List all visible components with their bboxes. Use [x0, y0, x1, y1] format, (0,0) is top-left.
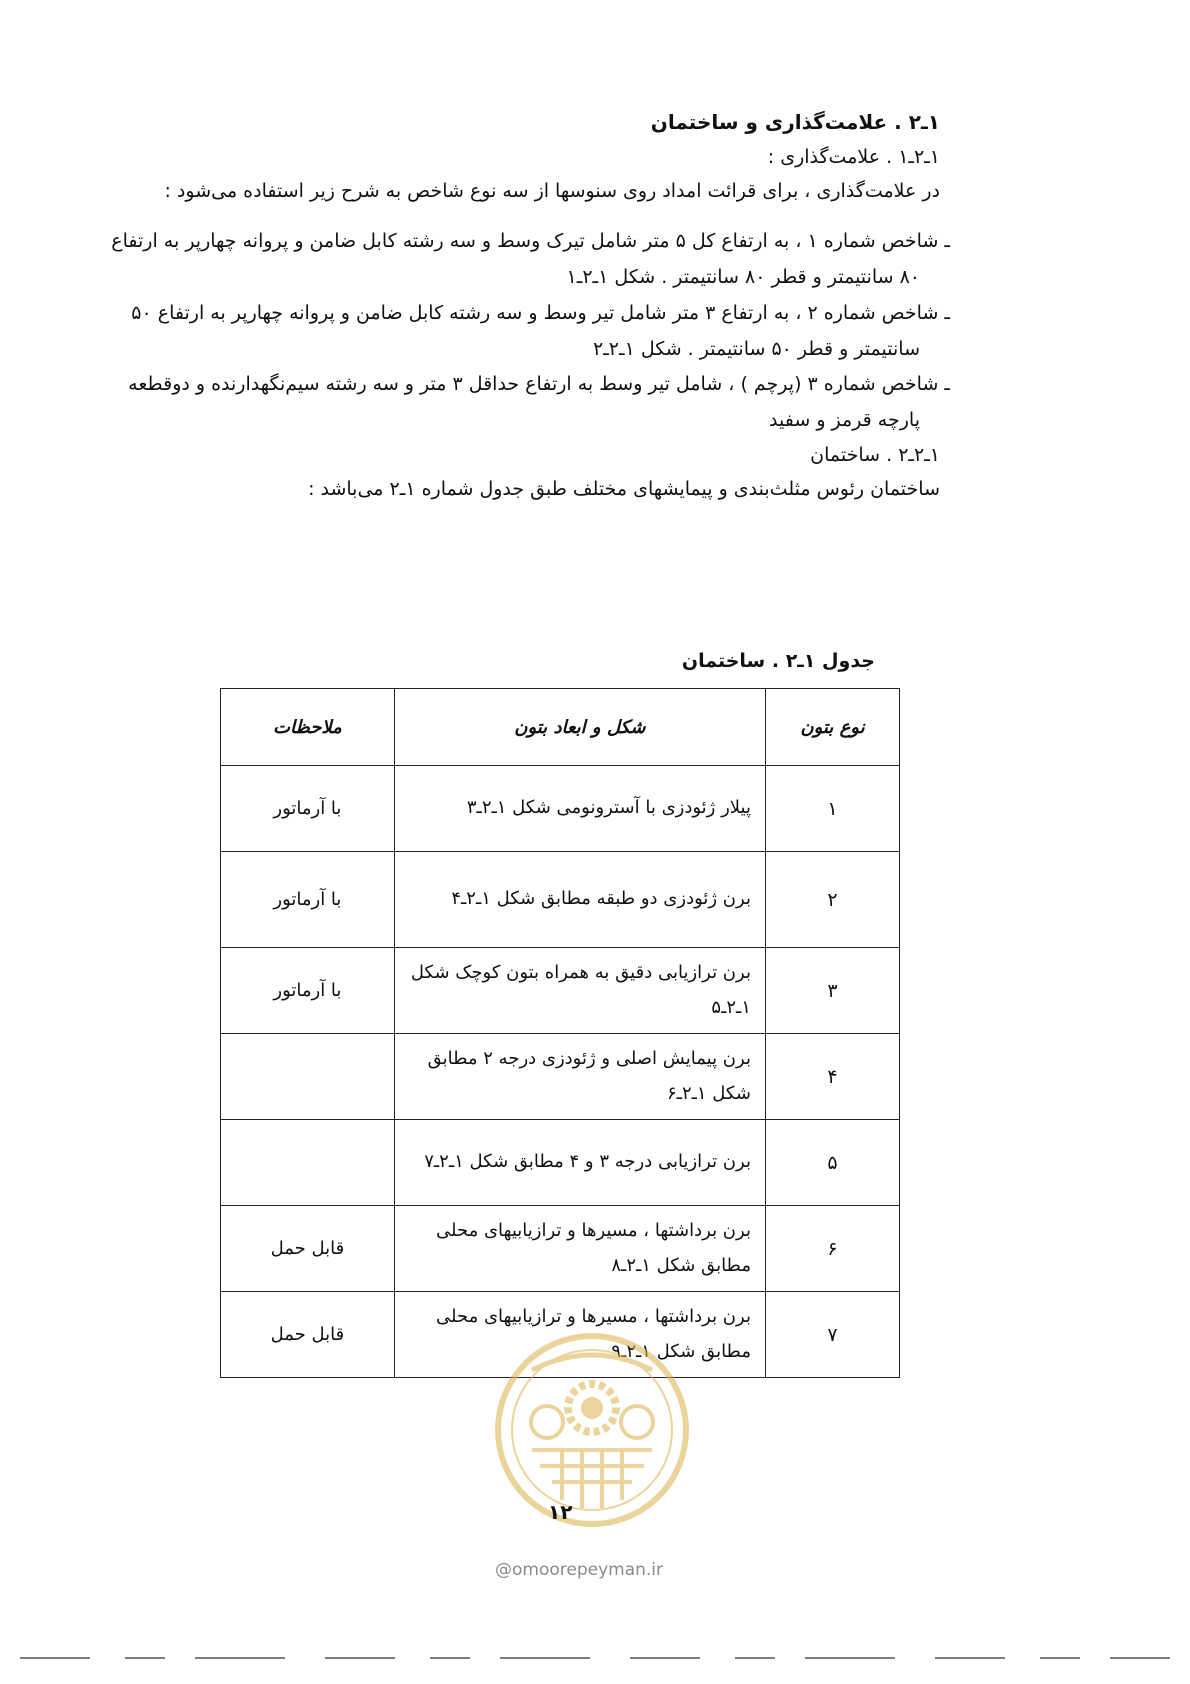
row-description: برن ترازیابی دقیق به همراه بتون کوچک شکل ۱ـ۲ـ۵	[394, 948, 765, 1034]
row-description: برن پیمایش اصلی و ژئودزی درجه ۲ مطابق شکل ۱ـ۲ـ۶	[394, 1034, 765, 1120]
row-description: برن ژئودزی دو طبقه مطابق شکل ۱ـ۲ـ۴	[394, 852, 765, 948]
row-number: ۴	[765, 1034, 899, 1120]
row-description: برن ترازیابی درجه ۳ و ۴ مطابق شکل ۱ـ۲ـ۷	[394, 1120, 765, 1206]
at-icon: @	[495, 1560, 512, 1580]
bullet-1-line-2: ۸۰ سانتیمتر و قطر ۸۰ سانتیمتر . شکل ۱ـ۲ـ۱	[566, 266, 920, 288]
row-number: ۵	[765, 1120, 899, 1206]
bullet-2-line-2: سانتیمتر و قطر ۵۰ سانتیمتر . شکل ۱ـ۲ـ۲	[592, 338, 920, 360]
row-number: ۶	[765, 1206, 899, 1292]
table-row	[221, 766, 900, 852]
watermark-seal-icon	[492, 1330, 692, 1530]
row-number: ۷	[765, 1292, 899, 1378]
row-number: ۳	[765, 948, 899, 1034]
row-note: با آرماتور	[221, 948, 395, 1034]
table-row	[221, 852, 900, 948]
row-note: با آرماتور	[221, 766, 395, 852]
row-note	[221, 1120, 395, 1206]
watermark-url: @omoorepeyman.ir	[495, 1560, 664, 1580]
header-type: نوع بتون	[765, 689, 899, 766]
row-note: قابل حمل	[221, 1206, 395, 1292]
row-description: پیلار ژئودزی با آسترونومی شکل ۱ـ۲ـ۳	[394, 766, 765, 852]
header-shape: شکل و ابعاد بتون	[394, 689, 765, 766]
row-note: قابل حمل	[221, 1292, 395, 1378]
row-description: برن برداشتها ، مسیرها و ترازیابیهای محلی مطابق شکل ۱ـ۲ـ۸	[394, 1206, 765, 1292]
subsection-construction-heading: ۱ـ۲ـ۲ . ساختمان	[810, 444, 940, 466]
table-row	[221, 1034, 900, 1120]
construction-table	[220, 688, 900, 1378]
bullet-3-line-1: ـ شاخص شماره ۳ (پرچم ) ، شامل تیر وسط به ارتفاع حداقل ۳ متر و سه رشته سیم‌نگهدارنده و دوقطعه	[128, 373, 950, 395]
construction-intro: ساختمان رئوس مثلث‌بندی و پیمایشهای مختلف طبق جدول شماره ۱ـ۲ می‌باشد :	[308, 478, 940, 500]
table-row	[221, 1206, 900, 1292]
subsection-marking-heading: ۱ـ۲ـ۱ . علامت‌گذاری :	[767, 146, 940, 168]
header-notes: ملاحظات	[221, 689, 395, 766]
table-header-row	[221, 689, 900, 766]
scan-dash-artifacts	[20, 1657, 1170, 1659]
bullet-2-line-1: ـ شاخص شماره ۲ ، به ارتفاع ۳ متر شامل تیر وسط و سه رشته کابل ضامن و پروانه چهارپر به ارتفاع ۵۰	[131, 302, 950, 324]
row-description: برن برداشتها ، مسیرها و ترازیابیهای محلی مطابق شکل ۱ـ۲ـ۹	[394, 1292, 765, 1378]
bullet-3-line-2: پارچه قرمز و سفید	[769, 409, 920, 431]
table-row	[221, 1120, 900, 1206]
bullet-1-line-1: ـ شاخص شماره ۱ ، به ارتفاع کل ۵ متر شامل تیرک وسط و سه رشته کابل ضامن و پروانه چهارپر به ارتفاع	[111, 230, 950, 252]
section-heading: ۱ـ۲ . علامت‌گذاری و ساختمان	[650, 110, 940, 134]
table-row	[221, 948, 900, 1034]
table-caption: جدول ۱ـ۲ . ساختمان	[681, 650, 875, 672]
row-note: با آرماتور	[221, 852, 395, 948]
page-number: ۱۲	[548, 1500, 573, 1524]
marking-intro: در علامت‌گذاری ، برای قرائت امداد روی سنوسها از سه نوع شاخص به شرح زیر استفاده می‌شود :	[164, 180, 940, 202]
row-note	[221, 1034, 395, 1120]
row-number: ۲	[765, 852, 899, 948]
row-number: ۱	[765, 766, 899, 852]
